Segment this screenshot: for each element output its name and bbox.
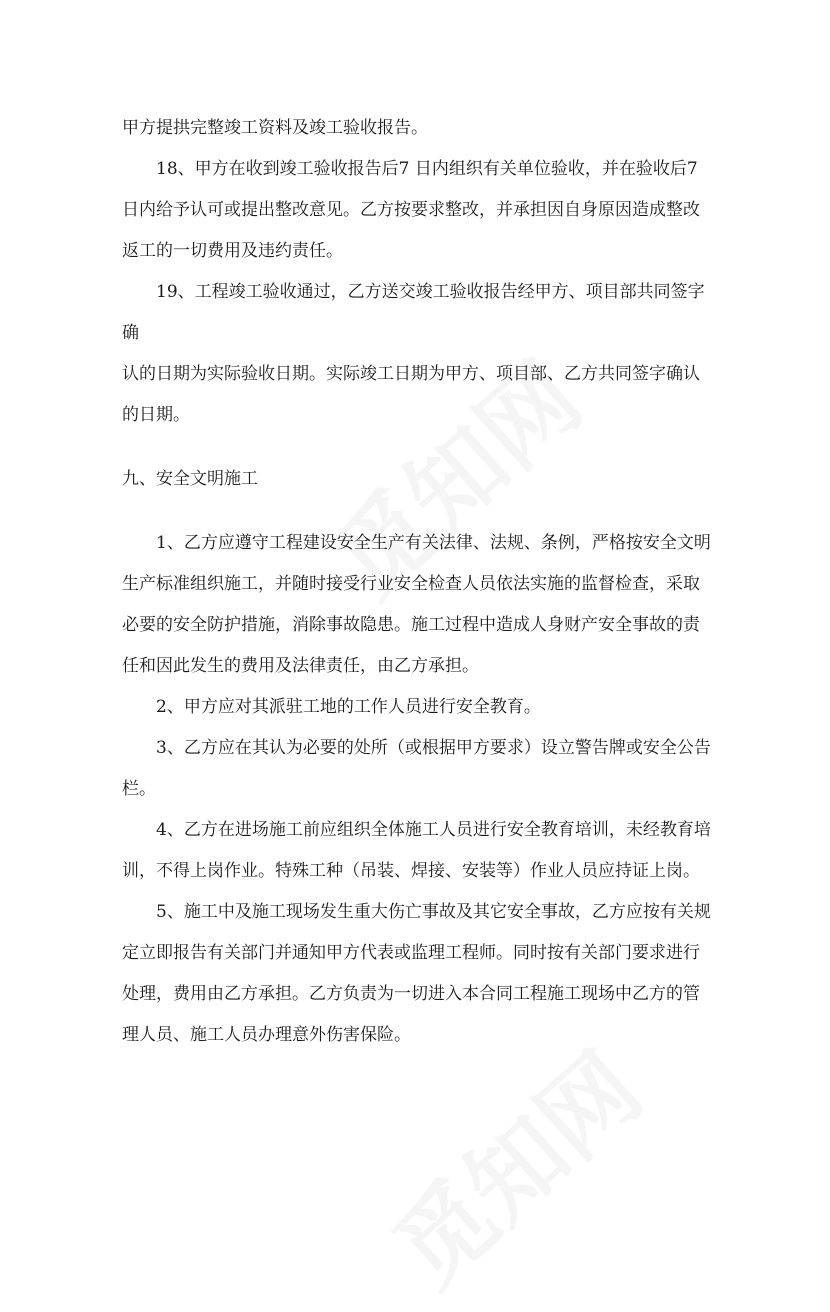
paragraph-item-1 bbox=[122, 523, 714, 687]
paragraph-item-3 bbox=[122, 728, 714, 810]
section-heading: 九、安全文明施工 bbox=[122, 469, 258, 489]
text-line: 日内给予认可或提出整改意见。乙方按要求整改，并承担因自身原因造成整改 bbox=[122, 200, 700, 220]
text-line: 定立即报告有关部门并通知甲方代表或监理工程师。同时按有关部门要求进行 bbox=[122, 943, 700, 963]
text-line: 的日期。 bbox=[122, 405, 190, 425]
text-line: 理人员、施工人员办理意外伤害保险。 bbox=[122, 1025, 411, 1045]
text-line: 栏。 bbox=[122, 779, 156, 799]
watermark bbox=[360, 1017, 666, 1312]
paragraph-item-2 bbox=[122, 687, 714, 728]
paragraph-item-18 bbox=[122, 149, 714, 272]
text-line: 3、乙方应在其认为必要的处所（或根据甲方要求）设立警告牌或安全公告 bbox=[156, 738, 711, 758]
text-line: 19、工程竣工验收通过，乙方送交竣工验收报告经甲方、项目部共同签字确 bbox=[122, 282, 705, 343]
paragraph-item-4 bbox=[122, 810, 714, 892]
text-line: 返工的一切费用及违约责任。 bbox=[122, 241, 343, 261]
document-body bbox=[122, 108, 714, 1056]
text-line: 5、施工中及施工现场发生重大伤亡事故及其它安全事故，乙方应按有关规 bbox=[156, 902, 711, 922]
text-line: 18、甲方在收到竣工验收报告后7 日内组织有关单位验收，并在验收后7 bbox=[156, 159, 698, 179]
text-line: 4、乙方在进场施工前应组织全体施工人员进行安全教育培训，未经教育培 bbox=[156, 820, 711, 840]
paragraph-item-5 bbox=[122, 892, 714, 1056]
text-line: 认的日期为实际验收日期。实际竣工日期为甲方、项目部、乙方共同签字确认 bbox=[122, 364, 700, 384]
text-line: 必要的安全防护措施，消除事故隐患。施工过程中造成人身财产安全事故的责 bbox=[122, 615, 700, 635]
text-line: 任和因此发生的费用及法律责任，由乙方承担。 bbox=[122, 656, 479, 676]
text-line: 生产标准组织施工，并随时接受行业安全检查人员依法实施的监督检查，采取 bbox=[122, 574, 700, 594]
paragraph-continuation bbox=[122, 108, 714, 149]
text-line: 甲方提拱完整竣工资料及竣工验收报告。 bbox=[122, 118, 428, 138]
text-line: 1、乙方应遵守工程建设安全生产有关法律、法规、条例，严格按安全文明 bbox=[156, 533, 711, 553]
text-line: 训，不得上岗作业。特殊工种（吊装、焊接、安装等）作业人员应持证上岗。 bbox=[122, 861, 700, 881]
text-line: 2、甲方应对其派驻工地的工作人员进行安全教育。 bbox=[156, 697, 541, 717]
text-line: 处理，费用由乙方承担。乙方负责为一切进入本合同工程施工现场中乙方的管 bbox=[122, 984, 700, 1004]
paragraph-item-19 bbox=[122, 272, 714, 436]
